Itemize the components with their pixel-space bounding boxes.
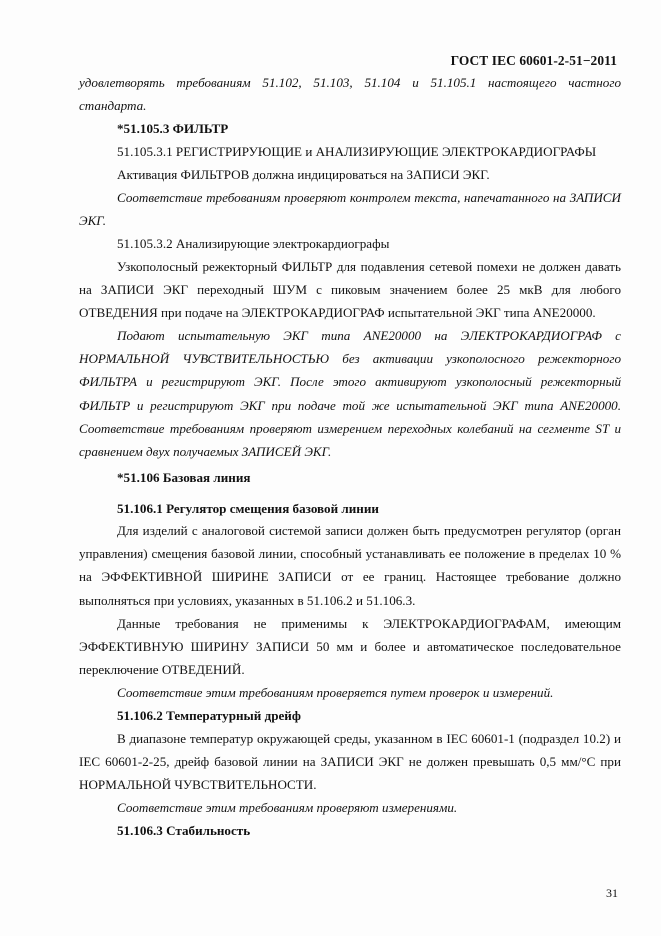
compliance-note-measurement (79, 796, 621, 819)
compliance-note-text-check (79, 186, 621, 232)
paragraph-text: Соответствие этим требованиям проверяется путем проверок и измерений. (117, 685, 554, 700)
paragraph-text: 51.105.3.1 РЕГИСТРИРУЮЩИЕ и АНАЛИЗИРУЮЩИЕ ЭЛЕКТРОКАРДИОГРАФЫ (117, 144, 597, 159)
clause-heading-51-106 (79, 466, 621, 489)
paragraph-text: Подают испытательную ЭКГ типа ANE20000 на ЭЛЕКТРОКАРДИОГРАФ с НОРМАЛЬНОЙ ЧУВСТВИТЕЛЬНОСТЬЮ без активации узкополосного режекторного ФИЛЬТРА и регистрируют ЭКГ. После этого активируют узкополосный режекторный ФИЛЬТР и регистрируют ЭКГ при подаче той же испытательной ЭКГ типа ANE20000. Соответствие требованиям проверяют измерением переходных колебаний на сегменте ST и сравнением двух получаемых ЗАПИСЕЙ ЭКГ. (79, 328, 621, 460)
paragraph-continuation (79, 71, 621, 117)
clause-heading-51-105-3 (79, 117, 621, 140)
paragraph-notch-filter (79, 255, 621, 325)
subclause-heading-51-106-1 (79, 497, 621, 520)
paragraph-text: Соответствие требованиям проверяют контролем текста, напечатанного на ЗАПИСИ ЭКГ. (79, 190, 621, 229)
heading-text: 51.106.2 Температурный дрейф (117, 708, 301, 723)
standard-header: ГОСТ IEC 60601-2-51−2011 (450, 53, 617, 68)
paragraph-text: Узкополосный режекторный ФИЛЬТР для подавления сетевой помехи не должен давать на ЗАПИСИ ЭКГ переходный ШУМ с пиковым значением более 25 мкВ для любого ОТВЕДЕНИЯ при подаче на ЭЛЕКТРОКАРДИОГРАФ испытательной ЭКГ типа ANE20000. (79, 259, 621, 321)
subclause-51-105-3-2 (79, 232, 621, 255)
heading-text: *51.106 Базовая линия (117, 470, 251, 485)
paragraph-baseline-regulator (79, 519, 621, 612)
subclause-heading-51-106-2 (79, 704, 621, 727)
heading-text: 51.106.1 Регулятор смещения базовой линии (117, 501, 379, 516)
heading-text: 51.106.3 Стабильность (117, 823, 251, 838)
paragraph-text: 51.105.3.2 Анализирующие электрокардиографы (117, 236, 390, 251)
paragraph-temperature-drift (79, 727, 621, 797)
compliance-note-inspection (79, 681, 621, 704)
paragraph-filter-activation (79, 163, 621, 186)
paragraph-text: В диапазоне температур окружающей среды, указанном в IEC 60601-1 (подраздел 10.2) и IEC 60601-2-25, дрейф базовой линии на ЗАПИСИ ЭКГ не должен превышать 0,5 мм/°С при НОРМАЛЬНОЙ ЧУВСТВИТЕЛЬНОСТИ. (79, 731, 621, 793)
paragraph-text: Активация ФИЛЬТРОВ должна индицироваться на ЗАПИСИ ЭКГ. (117, 167, 490, 182)
paragraph-text: Для изделий с аналоговой системой записи должен быть предусмотрен регулятор (орган управления) смещения базовой линии, способный устанавливать ее положение в пределах 10 % на ЭФФЕКТИВНОЙ ШИРИНЕ ЗАПИСИ от ее границ. Настоящее требование должно выполняться при условиях, указанных в 51.106.2 и 51.106.3. (79, 523, 621, 608)
paragraph-text: Соответствие этим требованиям проверяют измерениями. (117, 800, 458, 815)
paragraph-text: удовлетворять требованиям 51.102, 51.103, 51.104 и 51.105.1 настоящего частного стандарта. (79, 75, 621, 114)
paragraph-test-procedure (79, 324, 621, 463)
subclause-heading-51-106-3 (79, 819, 621, 842)
paragraph-not-applicable (79, 612, 621, 682)
page-number: 31 (606, 886, 618, 900)
paragraph-text: Данные требования не применимы к ЭЛЕКТРОКАРДИОГРАФАМ, имеющим ЭФФЕКТИВНУЮ ШИРИНУ ЗАПИСИ 50 мм и более и автоматическое последовательное переключение ОТВЕДЕНИЙ. (79, 616, 621, 678)
subclause-51-105-3-1 (79, 140, 621, 163)
heading-text: *51.105.3 ФИЛЬТР (117, 121, 229, 136)
